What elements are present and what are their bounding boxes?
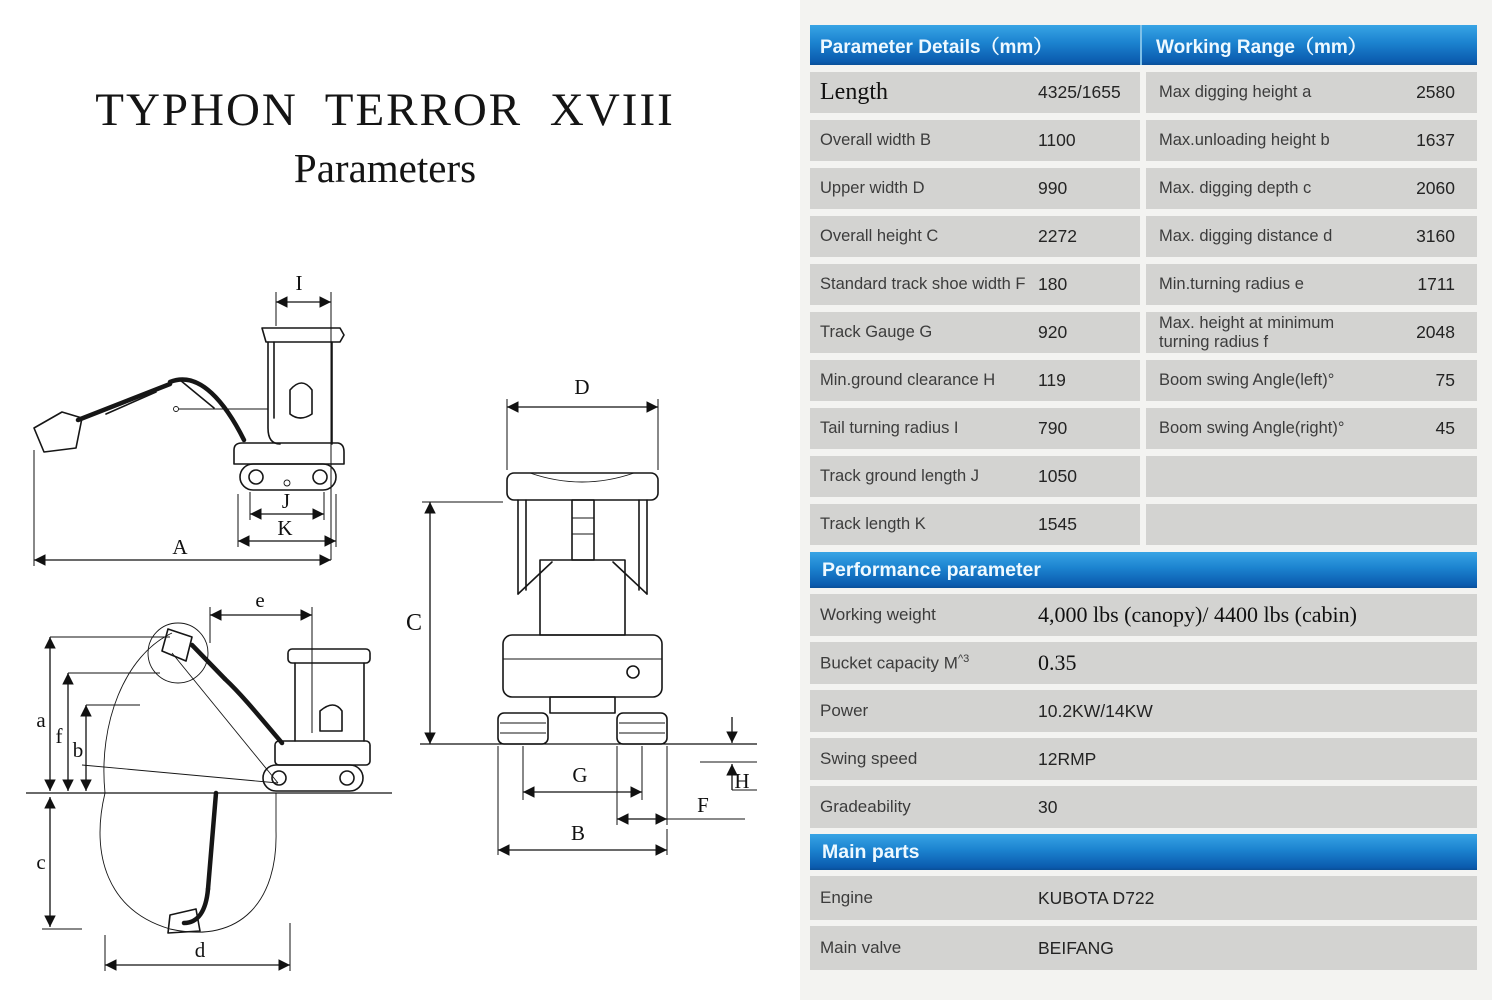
param-label: Track Gauge G <box>820 323 933 342</box>
table-row-track-gauge <box>810 312 1477 353</box>
param-label: Max. digging distance d <box>1159 227 1333 246</box>
param-value: 30 <box>1038 796 1058 817</box>
row-working-weight <box>810 594 1477 636</box>
param-label: Max. digging depth c <box>1159 179 1312 198</box>
table-row-track-ground-length <box>810 456 1477 497</box>
param-value: 4,000 lbs (canopy)/ 4400 lbs (cabin) <box>1038 602 1357 627</box>
param-value: 1050 <box>1038 466 1077 486</box>
param-label: Main valve <box>820 938 902 957</box>
param-label: Upper width D <box>820 179 925 198</box>
main-parts-header: Main parts <box>810 834 1477 870</box>
dim-label-F: F <box>697 793 709 817</box>
param-value: 2272 <box>1038 226 1077 246</box>
dim-label-G: G <box>572 763 588 787</box>
side-view-diagram <box>28 268 350 580</box>
title-line1: TYPHON TERROR XVIII <box>95 84 675 136</box>
working-range-machine <box>26 623 392 933</box>
table-row-ground-clearance <box>810 360 1477 401</box>
table-row-upper-width <box>810 168 1477 209</box>
front-view-dimensions <box>406 375 757 855</box>
page-title <box>55 82 715 192</box>
param-label: Boom swing Angle(right)° <box>1159 419 1345 438</box>
param-label: Track length K <box>820 515 926 534</box>
front-view-machine <box>420 473 757 744</box>
dim-label-D: D <box>574 375 590 399</box>
dim-label-e: e <box>255 593 265 612</box>
param-label: Min.turning radius e <box>1159 275 1304 294</box>
param-label: Engine <box>820 888 873 907</box>
param-details-header: Parameter Details（mm） <box>820 36 1053 58</box>
dim-label-b: b <box>72 738 84 762</box>
param-label: Standard track shoe width F <box>820 275 1026 294</box>
spec-panel <box>810 25 1477 976</box>
dim-label-c: c <box>36 850 46 874</box>
param-value: 1545 <box>1038 514 1077 534</box>
param-value: 3160 <box>1416 226 1455 246</box>
performance-header: Performance parameter <box>810 552 1477 588</box>
table-row-overall-height <box>810 216 1477 257</box>
dim-label-B: B <box>570 821 586 845</box>
param-label: Overall height C <box>820 227 939 246</box>
table-row-track-shoe <box>810 264 1477 305</box>
param-value: 920 <box>1038 322 1068 342</box>
param-value: 10.2KW/14KW <box>1038 700 1153 721</box>
table-row-length <box>810 72 1477 113</box>
param-label: Overall width B <box>820 131 931 150</box>
dim-label-I: I <box>295 271 303 295</box>
table-row-overall-width <box>810 120 1477 161</box>
dim-label-J: J <box>281 489 291 513</box>
dim-label-a: a <box>36 708 46 732</box>
param-value: 4325/1655 <box>1038 82 1121 102</box>
param-value: 2580 <box>1416 82 1455 102</box>
param-label: Max digging height a <box>1159 83 1312 102</box>
param-label: Power <box>820 701 869 720</box>
param-label: Boom swing Angle(left)° <box>1159 371 1335 390</box>
row-main-valve <box>810 926 1477 970</box>
param-value: 790 <box>1038 418 1068 438</box>
dim-label-d: d <box>194 938 206 962</box>
working-range-header: Working Range（mm） <box>1140 25 1477 65</box>
param-label: Tail turning radius I <box>820 419 959 438</box>
param-value: 2048 <box>1416 322 1455 342</box>
row-power <box>810 690 1477 732</box>
row-bucket-capacity <box>810 642 1477 684</box>
param-value: 1711 <box>1417 274 1455 294</box>
param-label: Working weight <box>820 605 936 624</box>
param-label: Swing speed <box>820 749 918 768</box>
dim-label-C: C <box>405 610 423 636</box>
title-line2: Parameters <box>293 145 477 192</box>
param-value: KUBOTA D722 <box>1038 887 1155 908</box>
dim-label-f: f <box>55 724 63 748</box>
param-value: 1100 <box>1038 130 1076 150</box>
dim-label-K: K <box>277 516 293 540</box>
dim-label-H: H <box>734 769 750 793</box>
param-label: Bucket capacity M <box>820 653 958 673</box>
param-label: Gradeability <box>820 797 911 816</box>
param-value: 990 <box>1038 178 1068 198</box>
param-value: BEIFANG <box>1038 937 1114 958</box>
param-value: 75 <box>1435 370 1455 390</box>
working-range-diagram <box>20 593 400 1000</box>
side-view-machine <box>34 328 344 490</box>
row-swing-speed <box>810 738 1477 780</box>
param-value: 0.35 <box>1038 650 1077 675</box>
param-label: Max.unloading height b <box>1159 131 1330 150</box>
param-value: 45 <box>1435 418 1455 438</box>
dim-table-header <box>810 25 1477 65</box>
table-row-track-length <box>810 504 1477 545</box>
front-view-diagram <box>400 372 765 897</box>
param-value: 12RMP <box>1038 748 1097 769</box>
param-value: 119 <box>1038 370 1066 390</box>
param-label: Min.ground clearance H <box>820 371 996 390</box>
param-label-superscript: ^3 <box>957 652 970 665</box>
dim-label-A: A <box>172 535 188 559</box>
param-label: Length <box>820 79 888 106</box>
table-row-tail-radius <box>810 408 1477 449</box>
param-value: 1637 <box>1416 130 1455 150</box>
param-label: Max. height at minimum turning radius f <box>1159 314 1335 351</box>
param-value: 2060 <box>1416 178 1455 198</box>
param-value: 180 <box>1038 274 1068 294</box>
row-engine <box>810 876 1477 920</box>
param-label: Track ground length J <box>820 467 979 486</box>
row-gradeability <box>810 786 1477 828</box>
